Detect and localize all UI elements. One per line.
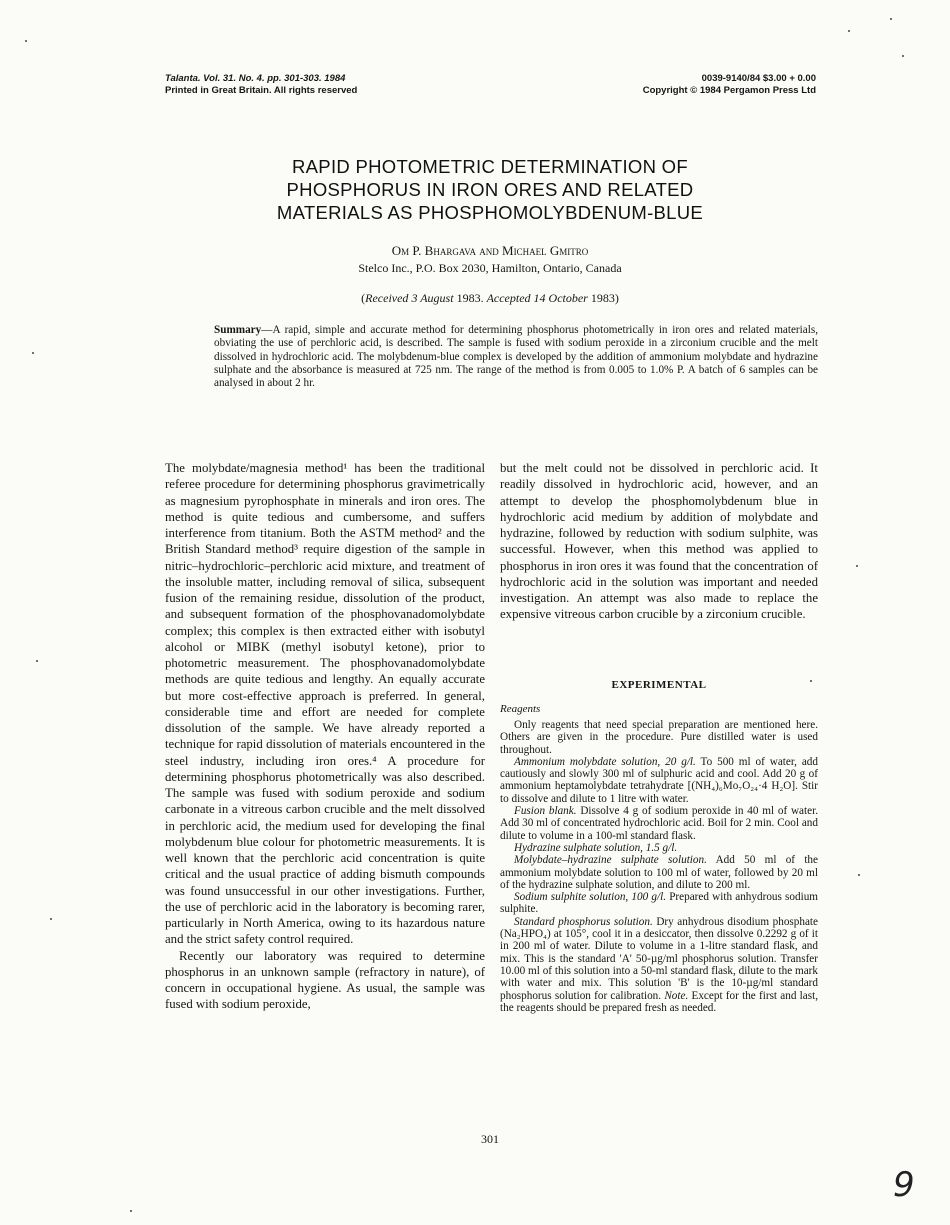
- reagent-hydrazine: [500, 842, 818, 854]
- accepted-date: 14 October: [533, 291, 588, 305]
- scan-speck: [810, 680, 812, 682]
- received-label: Received: [365, 291, 409, 305]
- handwritten-page-mark: 9: [893, 1165, 915, 1205]
- body-column-right: [500, 460, 818, 623]
- reagents-subheading: Reagents: [500, 703, 541, 715]
- scan-speck: [890, 18, 892, 20]
- scan-speck: [130, 1210, 132, 1212]
- summary-text: —A rapid, simple and accurate method for determining phosphorus photometrically in iron ores and related materials, obviating the use of perchloric acid, is described. The sample is fused with sodium peroxide in a zirconium crucible and the melt dissolved in hydrochloric acid. The molybdenum-blue complex is developed by the addition of ammonium molybdate and hydrazine sulphate and the absorbance is measured at 725 nm. The range of the method is from 0.005 to 1.0% P. A batch of 6 samples can be analysed in about 2 hr.: [214, 324, 818, 390]
- journal-line-2: Printed in Great Britain. All rights reserved: [165, 85, 358, 96]
- summary-label: Summary: [214, 324, 262, 336]
- accepted-year: 1983): [590, 291, 619, 305]
- scan-speck: [36, 660, 38, 662]
- title-line-3: MATERIALS AS PHOSPHOMOLYBDENUM-BLUE: [276, 202, 704, 223]
- note-label: Note.: [664, 989, 689, 1002]
- reagent-hydrazine-label: Hydrazine sulphate solution, 1.5 g/l.: [514, 841, 678, 854]
- received-year: 1983.: [456, 291, 484, 305]
- reagent-sulphite-label: Sodium sulphite solution, 100 g/l.: [514, 891, 667, 904]
- scan-speck: [856, 565, 858, 567]
- title-line-2: PHOSPHORUS IN IRON ORES AND RELATED: [286, 179, 694, 200]
- reagent-standard-text: Dry anhydrous disodium phosphate (Na₂HPO₄) at 105°, cool it in a desiccator, then dissolve 0.2292 g of it in 200 ml of water. Dilute to volume in a 1-litre standard flask, and mix. This is the standard 'A' 50-µg/ml phosphorus solution. Transfer 10.00 ml of this solution into a 50-ml standard flask, dilute to the mark with water and mix. This solution 'B' is the 10-µg/ml standard phosphorus solution for calibration.: [500, 915, 818, 1002]
- scan-speck: [858, 874, 860, 876]
- author-list: [200, 243, 780, 259]
- reagents-section: [500, 719, 818, 1014]
- reagent-molybdate: [500, 756, 818, 805]
- reagent-standard-label: Standard phosphorus solution.: [514, 915, 653, 928]
- scan-speck: [32, 352, 34, 354]
- reagent-molybdate-hydrazine-label: Molybdate–hydrazine sulphate solution.: [514, 854, 707, 867]
- reagent-fusion-blank-label: Fusion blank.: [514, 805, 577, 818]
- copyright-line: Copyright © 1984 Pergamon Press Ltd: [642, 85, 816, 96]
- body-column-left: [165, 460, 485, 1013]
- scan-speck: [25, 40, 27, 42]
- reagent-molybdate-label: Ammonium molybdate solution, 20 g/l.: [514, 755, 696, 768]
- issn-code: 0039-9140/84 $3.00 + 0.00: [701, 73, 816, 84]
- article-title: [200, 155, 780, 224]
- scan-speck: [902, 55, 904, 57]
- experimental-heading: EXPERIMENTAL: [611, 679, 707, 691]
- abstract: [214, 324, 818, 390]
- journal-line-1: Talanta. Vol. 31. No. 4. pp. 301-303. 1984: [165, 73, 346, 84]
- reagent-molybdate-hydrazine-text: Add 50 ml of the ammonium molybdate solution to 100 ml of water, followed by 20 ml of the hydrazine sulphate solution, and dilute to 200 ml.: [500, 854, 818, 891]
- reagent-molybdate-text: To 500 ml of water, add cautiously and slowly 300 ml of sulphuric acid and cool. Add 20 g of ammonium heptamolybdate tetrahydrate [(NH₄)₆Mo₇O₂₄·4 H₂O]. Stir to dissolve and dilute to 1 litre with water.: [500, 755, 818, 805]
- intro-paragraph-3: but the melt could not be dissolved in perchloric acid. It readily dissolved in hydrochloric acid, however, and an attempt to develop the phosphomolybdenum blue in hydrochloric acid medium by addition of molybdate and hydrazine, followed by reduction with sodium sulphite, was successful. However, when this method was applied to phosphorus in iron ores it was found that the concentration of hydrochloric acid in the solution was important and needed investigation. An attempt was also made to replace the expensive vitreous carbon crucible by a zirconium crucible.: [500, 461, 818, 622]
- copyright-block: [600, 73, 816, 97]
- scan-speck: [848, 30, 850, 32]
- received-open-paren: (: [361, 291, 366, 305]
- reagent-fusion-blank-text: Dissolve 4 g of sodium peroxide in 40 ml of water. Add 30 ml of concentrated hydrochloric acid. Boil for 2 min. Cool and dilute to volume in a 100-ml standard flask.: [500, 805, 819, 842]
- received-date: 3 August: [411, 291, 454, 305]
- title-line-1: RAPID PHOTOMETRIC DETERMINATION OF: [292, 156, 688, 177]
- reagents-intro: Only reagents that need special preparation are mentioned here. Others are given in the procedure. Pure distilled water is used throughout.: [500, 719, 818, 756]
- intro-paragraph-2: Recently our laboratory was required to determine phosphorus in an unknown sample (refractory in nature), of concern in occupational hygiene. As usual, the sample was fused with sodium peroxide,: [165, 948, 485, 1012]
- reagent-fusion-blank: [500, 805, 818, 842]
- reagent-standard-phosphorus: [500, 916, 818, 1014]
- note-text: Except for the first and last, the reagents should be prepared fresh as needed.: [500, 989, 819, 1014]
- reagent-molybdate-hydrazine: [500, 854, 818, 891]
- affiliation: Stelco Inc., P.O. Box 2030, Hamilton, Ontario, Canada: [358, 261, 622, 275]
- intro-paragraph-1: The molybdate/magnesia method¹ has been the traditional referee procedure for determining phosphorus gravimetrically as magnesium pyrophosphate in minerals and iron ores. The method is quite tedious and cumbersome, and suffers interference from titanium. Both the ASTM method² and the British Standard method³ require digestion of the sample in nitric–hydrochloric–perchloric acid mixture, and treatment of the insoluble matter, including removal of silica, subsequent fusion of the remaining residue, dissolution of the product, and subsequent formation of the phosphovanadomolybdate complex; this complex is then extracted either with isobutyl alcohol or MIBK (methyl isobutyl ketone), prior to photometric measurement. The phosphovanadomolybdate methods are quite tedious and lengthy. An equally accurate but more cost-effective approach is preferred. In general, considerable time and effort are needed for complete dissolution of the sample. We have already reported a technique for rapid dissolution of materials encountered in the steel industry, including iron ores.⁴ A procedure for determining phosphorus photometrically was also described. The sample was fused with sodium peroxide and sodium carbonate in a vitreous carbon crucible and the melt dissolved in perchloric acid, the medium used for developing the final molybdenum blue colour for photometric measurements. It is well known that the perchloric acid concentration is quite critical and the usual practice of adding bismuth compounds was found unsuccessful in our other investigations. Further, the use of perchloric acid in the laboratory is becoming rarer, particularly in North America, owing to its hazardous nature and the strict safety control required.: [165, 461, 485, 947]
- page-number: 301: [481, 1132, 499, 1146]
- journal-citation: [165, 73, 357, 97]
- accepted-label: Accepted: [486, 291, 531, 305]
- reagent-sulphite-text: Prepared with anhydrous sodium sulphite.: [500, 891, 818, 916]
- scan-speck: [50, 918, 52, 920]
- author-names: Om P. Bhargava and Michael Gmitro: [391, 243, 589, 258]
- received-dates: [200, 291, 780, 306]
- reagent-sulphite: [500, 891, 818, 916]
